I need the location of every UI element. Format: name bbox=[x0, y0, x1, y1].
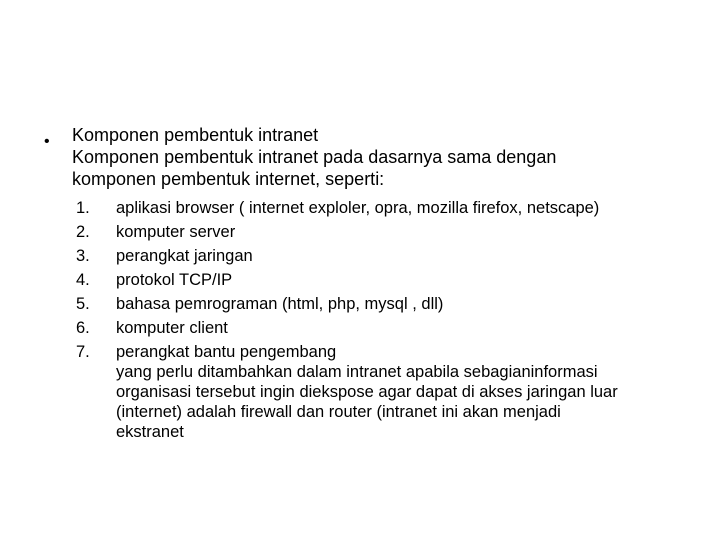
intro-line: komponen pembentuk internet, seperti: bbox=[72, 169, 385, 189]
list-item bbox=[72, 268, 672, 292]
list-item-number: 2. bbox=[76, 223, 90, 241]
list-item-text: perangkat jaringan bbox=[116, 247, 253, 265]
slide-heading: Komponen pembentuk intranet bbox=[72, 125, 319, 145]
list-item-number: 7. bbox=[76, 343, 90, 361]
list-item-number: 5. bbox=[76, 295, 90, 313]
list-item bbox=[72, 244, 672, 268]
numbered-list bbox=[72, 196, 672, 364]
list-item-number: 3. bbox=[76, 247, 90, 265]
list-item-number: 1. bbox=[76, 199, 90, 217]
intro-paragraph bbox=[72, 146, 662, 190]
list-item bbox=[72, 316, 672, 340]
list-item bbox=[72, 220, 672, 244]
list-item-text: komputer server bbox=[116, 223, 236, 241]
list-item-number: 4. bbox=[76, 271, 90, 289]
list-item bbox=[72, 292, 672, 316]
bullet-icon: • bbox=[44, 133, 50, 150]
list-item-text: bahasa pemrograman (html, php, mysql , dll) bbox=[116, 295, 444, 313]
note-line: (internet) adalah firewall dan router (intranet ini akan menjadi bbox=[116, 403, 561, 421]
intro-line: Komponen pembentuk intranet pada dasarnya sama dengan bbox=[72, 147, 557, 167]
bullet-block bbox=[44, 124, 684, 190]
note-line: organisasi tersebut ingin diekspose agar dapat di akses jaringan luar bbox=[116, 383, 618, 401]
list-item bbox=[72, 196, 672, 220]
note-line: yang perlu ditambahkan dalam intranet apabila sebagianinformasi bbox=[116, 363, 598, 381]
list-item-text: komputer client bbox=[116, 319, 228, 337]
note-paragraph bbox=[116, 362, 676, 442]
list-item-text: aplikasi browser ( internet exploler, opra, mozilla firefox, netscape) bbox=[116, 199, 600, 217]
list-item bbox=[72, 340, 672, 364]
list-item-number: 6. bbox=[76, 319, 90, 337]
note-line: ekstranet bbox=[116, 423, 184, 441]
list-item-text: protokol TCP/IP bbox=[116, 271, 233, 289]
list-item-text: perangkat bantu pengembang bbox=[116, 343, 337, 361]
